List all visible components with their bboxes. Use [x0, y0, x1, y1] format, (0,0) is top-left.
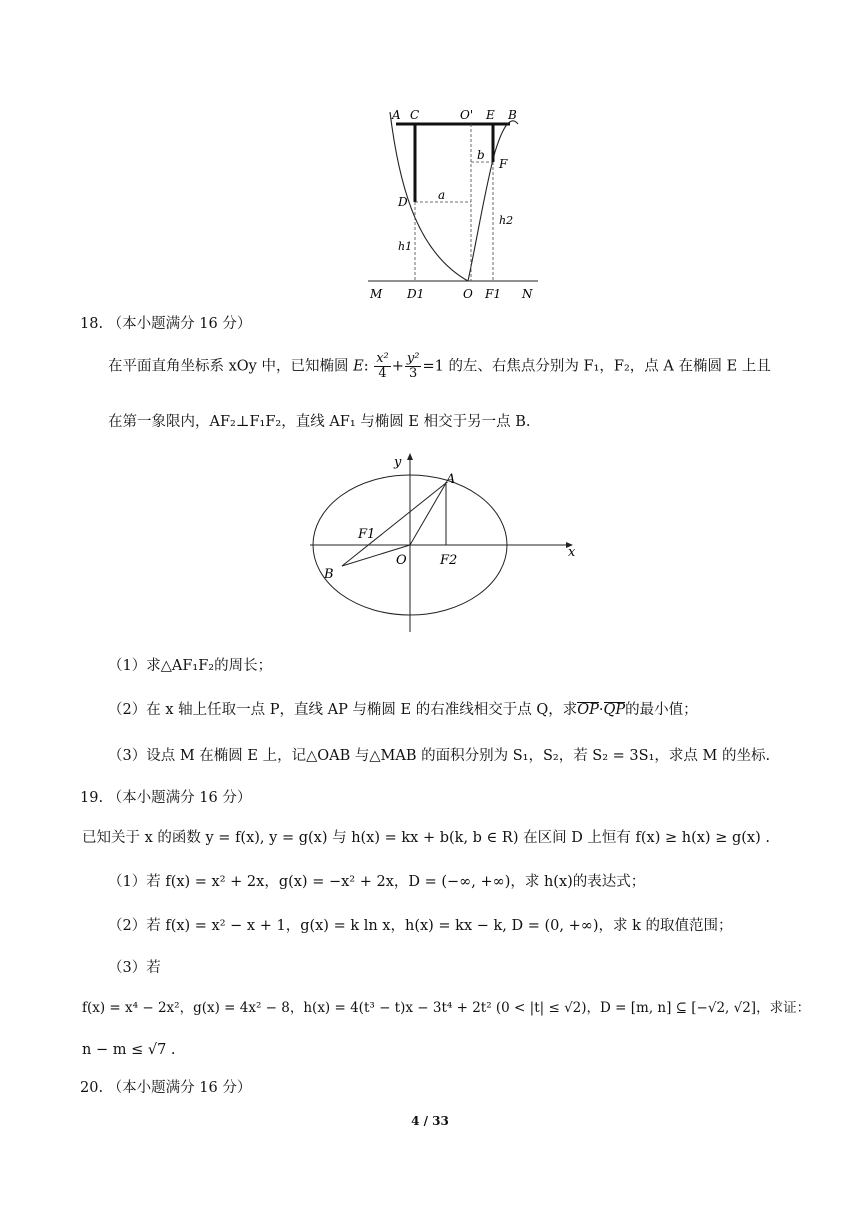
q18-sub2: [108, 700, 698, 720]
q18-ellipse-name: E: [353, 358, 364, 375]
fig1-label-F: F: [499, 157, 508, 171]
q19-header: （本小题满分 16 分）: [107, 790, 252, 806]
page-number: 4 / 33: [411, 1114, 449, 1128]
q18-stem-part1: 在平面直角坐标系 xOy 中，已知椭圆: [108, 358, 349, 375]
q19-number: 19.: [80, 790, 104, 806]
fig1-label-B: B: [508, 108, 517, 122]
fig2-label-y: y: [394, 455, 402, 470]
fig2-label-F1: F1: [358, 527, 376, 542]
fig1-label-D: D: [398, 195, 408, 209]
q18-sub1: （1）求△AF₁F₂的周长；: [108, 658, 273, 674]
q18-title: [80, 314, 251, 334]
q18-frac-x: $\frac{\text{x²}}{4}$: [376, 351, 389, 381]
fig2-label-B: B: [324, 567, 334, 582]
q18-stem-line1: 在平面直角坐标系 xOy 中，已知椭圆 E: $\frac{\text{x²}}{4}$ + $\frac{\text{y²}}{3}$ =1 的左、右焦点分别为 F₁，F₂，点 A 在椭圆 E 上且: [108, 351, 771, 381]
q20-number: 20.: [80, 1080, 104, 1096]
fig1-label-M: M: [370, 287, 383, 301]
q20-header: （本小题满分 16 分）: [107, 1080, 252, 1096]
fig1-label-h2: h2: [499, 214, 514, 227]
fig1-label-h1: h1: [398, 240, 413, 253]
q19-sub3-end: n − m ≤ √7 .: [82, 1042, 176, 1058]
fig2-label-A: A: [446, 472, 456, 487]
q20-title: [80, 1078, 251, 1098]
q18-stem-part2: 的左、右焦点分别为 F₁，F₂，点 A 在椭圆 E 上且: [448, 358, 771, 375]
q18-stem-line2: 在第一象限内，AF₂⊥F₁F₂，直线 AF₁ 与椭圆 E 相交于另一点 B.: [108, 414, 531, 430]
fig1-label-F1: F1: [485, 287, 501, 301]
parabola-figure: [360, 104, 550, 304]
fig1-label-b: b: [477, 148, 485, 162]
fig2-label-x: x: [568, 545, 576, 560]
q18-frac-y: $\frac{\text{y²}}{3}$: [406, 351, 420, 381]
fig1-label-a: a: [438, 188, 446, 202]
fig1-label-N: N: [522, 287, 533, 301]
fig1-label-A: A: [392, 108, 401, 122]
q18-eq-rhs: =1: [422, 358, 444, 375]
q18-header: （本小题满分 16 分）: [107, 316, 252, 332]
q19-stem: 已知关于 x 的函数 y = f(x), y = g(x) 与 h(x) = kx + b(k, b ∈ R) 在区间 D 上恒有 f(x) ≥ h(x) ≥ g(x) .: [82, 830, 770, 846]
fig2-label-O: O: [396, 553, 407, 568]
fig1-label-C: C: [410, 108, 420, 122]
fig1-label-Oprime: O': [460, 108, 474, 122]
fig1-label-E: E: [486, 108, 495, 122]
q18-sub2-text-b: 的最小值；: [625, 702, 698, 718]
q18-number: 18.: [80, 316, 104, 332]
q18-vector-qp: QP: [603, 702, 626, 718]
q19-sub3-label: （3）若: [108, 960, 161, 976]
q18-sub2-text-a: （2）在 x 轴上任取一点 P，直线 AP 与椭圆 E 的右准线相交于点 Q，求: [108, 702, 578, 718]
q19-sub1: （1）若 f(x) = x² + 2x，g(x) = −x² + 2x，D = (−∞, +∞)，求 h(x)的表达式；: [108, 874, 646, 890]
q18-sub3: （3）设点 M 在椭圆 E 上，记△OAB 与△MAB 的面积分别为 S₁，S₂，若 S₂ = 3S₁，求点 M 的坐标.: [108, 748, 771, 764]
q18-dot: ·: [598, 702, 604, 718]
ellipse-figure: [300, 450, 590, 638]
fig1-label-O: O: [463, 287, 473, 301]
q19-sub3-line: f(x) = x⁴ − 2x²，g(x) = 4x² − 8，h(x) = 4(t³ − t)x − 3t⁴ + 2t² (0 < |t| ≤ √2)，D = [m, n] ⊆ [−√2, √2]，求证：: [82, 1000, 811, 1016]
q19-title: [80, 788, 251, 808]
q19-sub2: （2）若 f(x) = x² − x + 1，g(x) = k ln x，h(x) = kx − k, D = (0, +∞)，求 k 的取值范围；: [108, 918, 733, 934]
fig2-label-F2: F2: [440, 553, 458, 568]
q18-vector-op: OP: [577, 702, 599, 718]
fig1-label-D1: D1: [407, 287, 425, 301]
